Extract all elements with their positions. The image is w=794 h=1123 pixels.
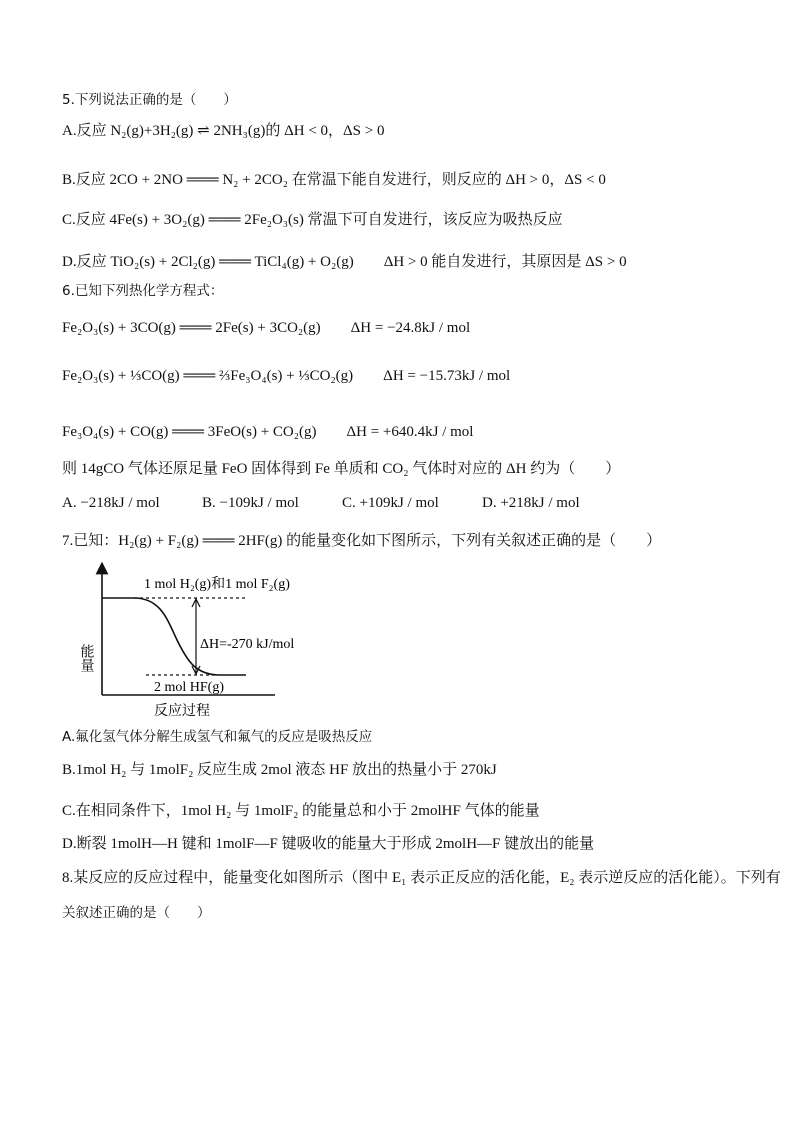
q8-stem-line-1: 8.某反应的反应过程中，能量变化如图所示（图中 E₁ 表示正反应的活化能，E₂ 表示逆反应的活化能）。下列有: [62, 870, 781, 886]
q6-option-d: D. +218kJ / mol: [482, 495, 580, 511]
x-axis-label: 反应过程: [154, 704, 210, 719]
delta-h-label: ΔH=-270 kJ/mol: [200, 637, 295, 652]
q5-option-a: A.反应 N₂(g)+3H₂(g) ⇌ 2NH₃(g)的 ΔH < 0，ΔS > 0: [62, 123, 385, 139]
q7-option-d: D.断裂 1molH—H 键和 1molF—F 键吸收的能量大于形成 2molH—F 键放出的能量: [62, 836, 595, 852]
q6-option-a: A. −218kJ / mol: [62, 495, 160, 511]
q6-options: [62, 493, 622, 513]
q6-stem: 6.已知下列热化学方程式：: [62, 283, 224, 299]
q8-stem-line-2: 关叙述正确的是（ ）: [62, 905, 211, 921]
q6-question: 则 14gCO 气体还原足量 FeO 固体得到 Fe 单质和 CO₂ 气体时对应的 ΔH 约为（ ）: [62, 461, 621, 477]
q7-option-a: A.氟化氢气体分解生成氢气和氟气的反应是吸热反应: [62, 729, 373, 745]
q7-stem: 7.已知：H₂(g) + F₂(g) ═══ 2HF(g) 的能量变化如下图所示，下列有关叙述正确的是（ ）: [62, 533, 662, 549]
q7-option-c: C.在相同条件下，1mol H₂ 与 1molF₂ 的能量总和小于 2molHF 气体的能量: [62, 803, 540, 819]
q5-option-c: C.反应 4Fe(s) + 3O₂(g) ═══ 2Fe₂O₃(s) 常温下可自发进行，该反应为吸热反应: [62, 212, 563, 228]
q6-equation-2: Fe₂O₃(s) + ⅓CO(g) ═══ ⅔Fe₃O₄(s) + ⅓CO₂(g) ΔH = −15.73kJ / mol: [62, 368, 511, 384]
q5-option-b: B.反应 2CO + 2NO ═══ N₂ + 2CO₂ 在常温下能自发进行，则反应的 ΔH > 0，ΔS < 0: [62, 172, 606, 188]
y-axis-label: 能量: [78, 644, 94, 672]
q7-option-b: B.1mol H₂ 与 1molF₂ 反应生成 2mol 液态 HF 放出的热量小于 270kJ: [62, 762, 497, 778]
reactant-label: 1 mol H₂(g)和1 mol F₂(g): [144, 577, 290, 592]
q6-option-c: C. +109kJ / mol: [342, 495, 439, 511]
product-label: 2 mol HF(g): [154, 680, 224, 695]
q6-option-b: B. −109kJ / mol: [202, 495, 299, 511]
q5-option-d: D.反应 TiO₂(s) + 2Cl₂(g) ═══ TiCl₄(g) + O₂(g) ΔH > 0 能自发进行，其原因是 ΔS > 0: [62, 254, 627, 270]
energy-diagram: [70, 562, 340, 722]
q5-stem: 5.下列说法正确的是（ ）: [62, 92, 237, 108]
q6-equation-3: Fe₃O₄(s) + CO(g) ═══ 3FeO(s) + CO₂(g) ΔH = +640.4kJ / mol: [62, 424, 474, 440]
q6-equation-1: Fe₂O₃(s) + 3CO(g) ═══ 2Fe(s) + 3CO₂(g) ΔH = −24.8kJ / mol: [62, 320, 471, 336]
